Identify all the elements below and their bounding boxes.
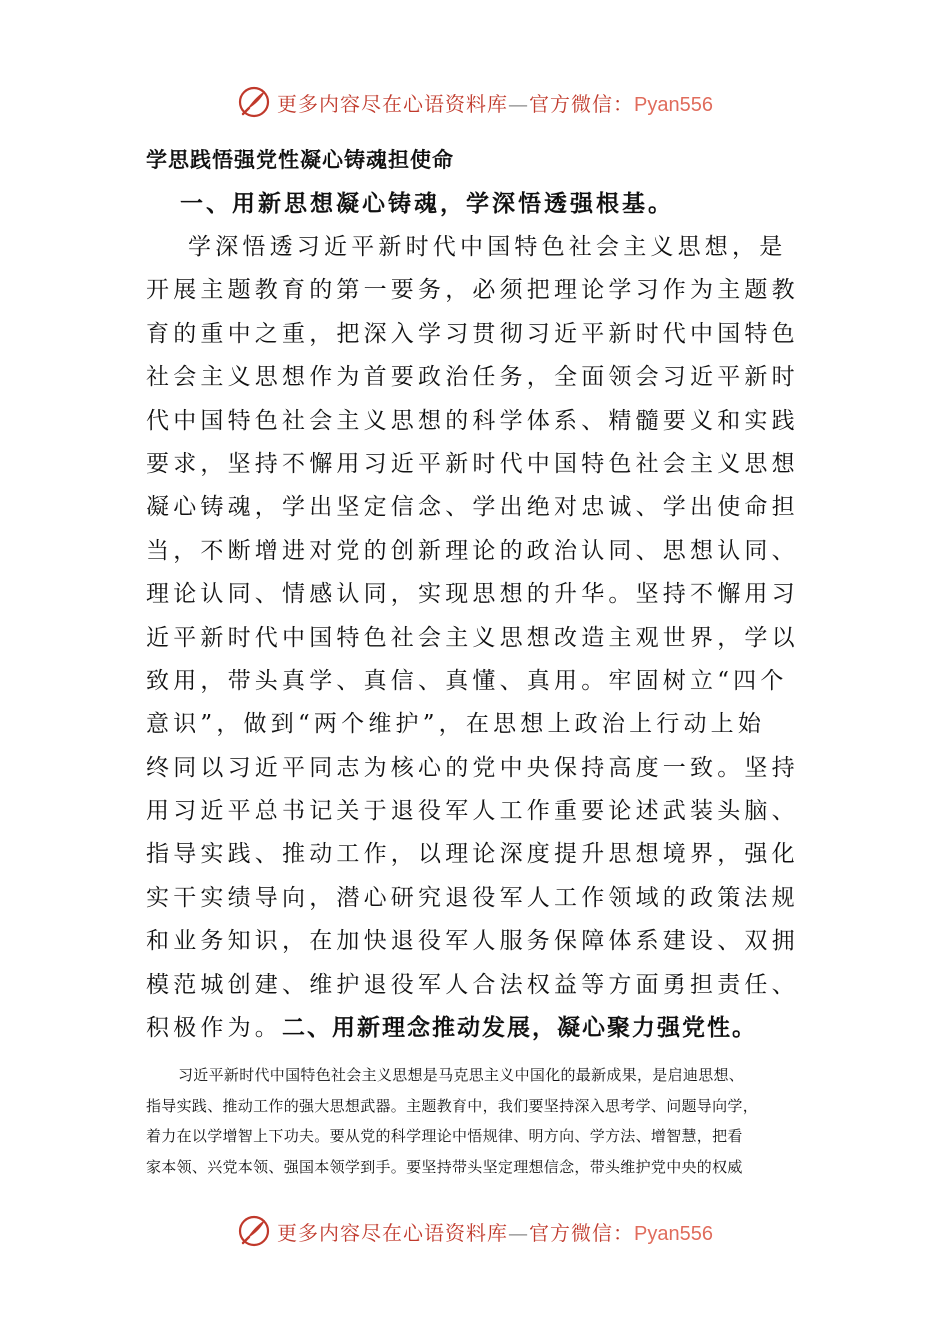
body-line: 模范城创建、维护退役军人合法权益等方面勇担责任、 [146,971,799,998]
body-line: 要求，坚持不懈用习近平新时代中国特色社会主义思想 [146,450,799,477]
body-line: 社会主义思想作为首要政治任务，全面领会习近平新时 [146,364,799,391]
body-line: 指导实践、推动工作，以理论深度提升思想境界，强化 [146,841,799,868]
body-line: 习近平新时代中国特色社会主义思想是马克思主义中国化的最新成果，是启迪思想、 [178,1066,745,1084]
body-line: 理论认同、情感认同，实现思想的升华。坚持不懈用习 [146,581,799,608]
document-title: 学思践悟强党性凝心铸魂担使命 [146,148,454,172]
watermark-wechat-id: Pyan556 [634,93,713,116]
watermark-wechat-id: Pyan556 [634,1222,713,1245]
body-line: 育的重中之重，把深入学习贯彻习近平新时代中国特色 [146,320,799,347]
watermark-dash: — [508,91,530,116]
body-line: 终同以习近平同志为核心的党中央保持高度一致。坚持 [146,754,799,781]
body-line: 当，不断增进对党的创新理论的政治认同、思想认同、 [146,537,799,564]
watermark-header [0,82,950,122]
body-line: 致用，带头真学、真信、真懂、真用。牢固树立“四个 [146,667,788,694]
watermark-site-text: 更多内容尽在心语资料库 [277,1220,509,1245]
watermark-dash: — [508,1220,530,1245]
body-line-with-heading [146,1007,806,1050]
quill-pen-icon [237,85,271,119]
quill-pen-icon [237,1214,271,1248]
body-line: 实干实绩导向，潜心研究退役军人工作领域的政策法规 [146,884,799,911]
body-line: 学深悟透习近平新时代中国特色社会主义思想，是 [188,234,787,260]
section-1-heading: 一、用新思想凝心铸魂，学深悟透强根基。 [180,191,674,217]
watermark-site-text: 更多内容尽在心语资料库 [277,91,509,116]
watermark-contact-label: 官方微信： [529,1220,635,1245]
body-line: 开展主题教育的第一要务，必须把理论学习作为主题教 [146,277,799,304]
watermark-contact-label: 官方微信： [529,91,635,116]
body-line: 代中国特色社会主义思想的科学体系、精髓要义和实践 [146,407,799,434]
body-line: 用习近平总书记关于退役军人工作重要论述武装头脑、 [146,798,799,825]
body-line: 凝心铸魂，学出坚定信念、学出绝对忠诚、学出使命担 [146,494,799,521]
section-2-body [146,1060,806,1182]
watermark-text [277,88,713,117]
body-line-end: 积极作为。 [146,1015,282,1042]
watermark-footer [0,1211,950,1251]
body-line: 家本领、兴党本领、强国本领学到手。要坚持带头坚定理想信念，带头维护党中央的权威 [146,1157,743,1176]
body-line: 着力在以学增智上下功夫。要从党的科学理论中悟规律、明方向、学方法、增智慧，把看 [146,1127,743,1145]
section-2-heading: 二、用新理念推动发展，凝心聚力强党性。 [282,1015,757,1042]
body-line: 近平新时代中国特色社会主义思想改造主观世界，学以 [146,624,799,651]
body-line: 意识”，做到“两个维护”，在思想上政治上行动上始 [146,711,766,738]
body-line: 指导实践、推动工作的强大思想武器。主题教育中，我们要坚持深入思考学、问题导向学， [146,1096,759,1115]
section-1-body [146,226,806,1050]
body-line: 和业务知识，在加快退役军人服务保障体系建设、双拥 [146,928,799,955]
watermark-text [277,1217,713,1246]
